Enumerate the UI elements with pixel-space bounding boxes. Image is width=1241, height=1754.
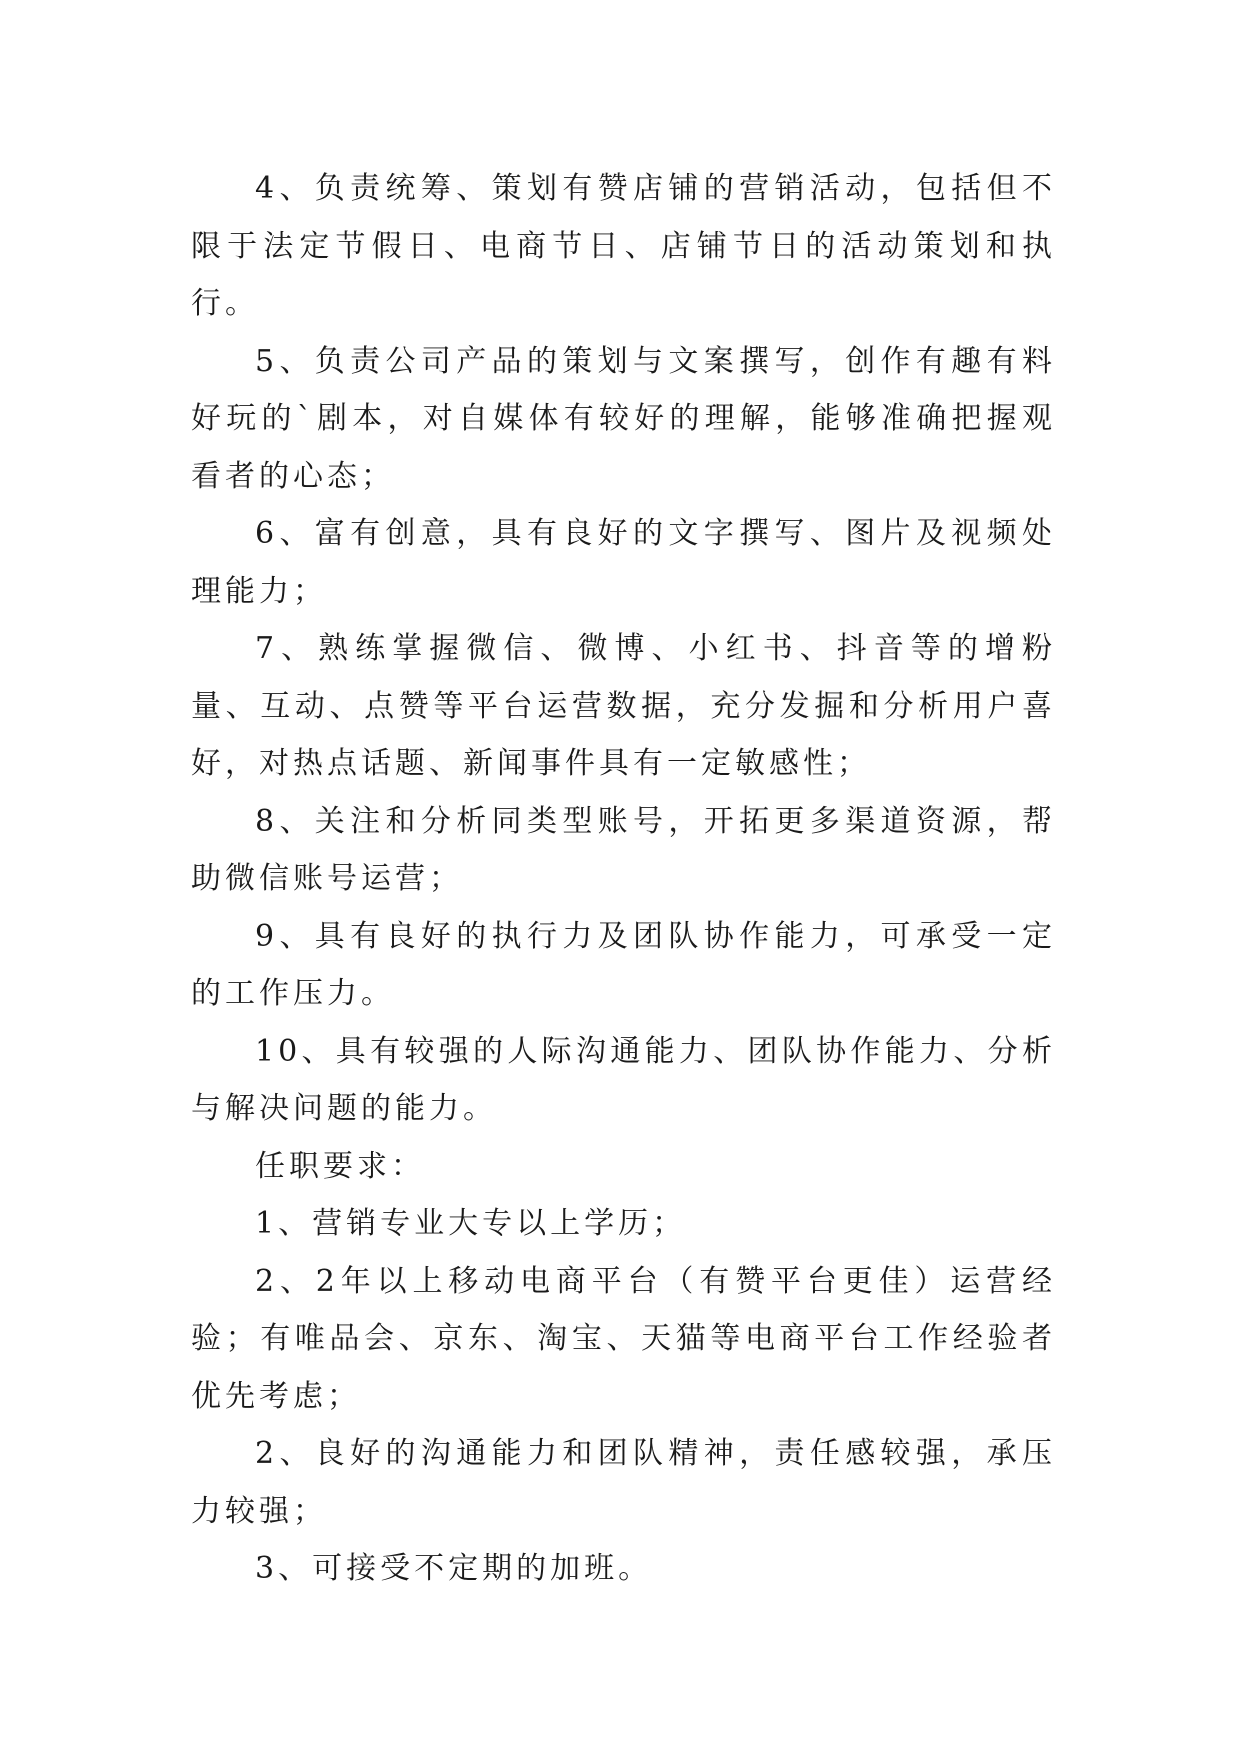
paragraph-duty-9: 9、具有良好的执行力及团队协作能力，可承受一定的工作压力。 bbox=[191, 918, 1056, 1011]
paragraph-requirement-2b: 2、良好的沟通能力和团队精神，责任感较强，承压力较强； bbox=[191, 1436, 1056, 1529]
paragraph-duty-5: 5、负责公司产品的策划与文案撰写，创作有趣有料好玩的`剧本，对自媒体有较好的理解，能够准确把握观看者的心态； bbox=[191, 343, 1056, 494]
paragraph-duty-7: 7、熟练掌握微信、微博、小红书、抖音等的增粉量、互动、点赞等平台运营数据，充分发掘和分析用户喜好，对热点话题、新闻事件具有一定敏感性； bbox=[191, 631, 1056, 781]
paragraph-requirement-2a: 2、2年以上移动电商平台（有赞平台更佳）运营经验；有唯品会、京东、淘宝、天猫等电商平台工作经验者优先考虑； bbox=[191, 1263, 1056, 1414]
document-body bbox=[191, 160, 1056, 1598]
paragraph-duty-4: 4、负责统筹、策划有赞店铺的营销活动，包括但不限于法定节假日、电商节日、店铺节日的活动策划和执行。 bbox=[191, 171, 1056, 321]
section-heading-requirements: 任职要求： bbox=[255, 1148, 425, 1184]
paragraph-requirement-3: 3、可接受不定期的加班。 bbox=[255, 1551, 653, 1586]
paragraph-duty-6: 6、富有创意，具有良好的文字撰写、图片及视频处理能力； bbox=[191, 516, 1056, 609]
paragraph-requirement-1: 1、营销专业大专以上学历； bbox=[255, 1206, 687, 1241]
paragraph-duty-10: 10、具有较强的人际沟通能力、团队协作能力、分析与解决问题的能力。 bbox=[191, 1033, 1056, 1126]
paragraph-duty-8: 8、关注和分析同类型账号，开拓更多渠道资源，帮助微信账号运营； bbox=[191, 803, 1056, 896]
